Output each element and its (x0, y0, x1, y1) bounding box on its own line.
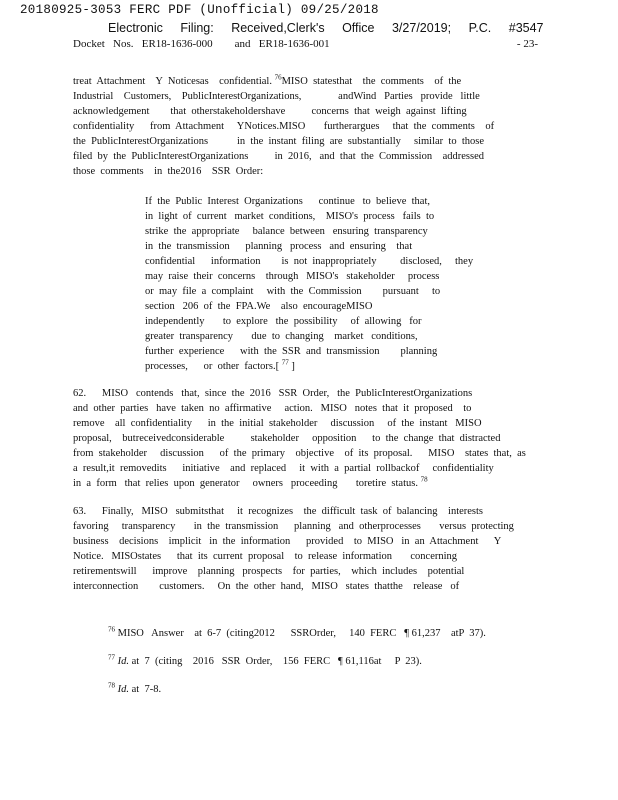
footnote-citation-id: Id. (117, 656, 129, 667)
quote-line: section 206 of the FPA.We also encourageMISO (145, 301, 373, 312)
footnote-77 (108, 653, 422, 667)
footnote-76 (108, 625, 486, 639)
footnote-citation-id: Id. (117, 684, 129, 695)
text-line: in a form that relies upon generator owners proceeding toretire status. $^{78}$ (73, 475, 428, 489)
quote-line: may raise their concerns through MISO's stakeholder process (145, 271, 440, 282)
text-line: business decisions implicit in the information provided to MISO in an Attachment Y (73, 536, 502, 547)
docket-line (73, 38, 538, 50)
quote-line: strike the appropriate balance between ensuring transparency (145, 226, 428, 237)
text-line: treat Attachment Y Noticesas confidential. $^{76}$MISO statesthat the comments of the (73, 73, 462, 87)
footnote-number: 76 (108, 625, 115, 634)
text-line: interconnection customers. On the other hand, MISO states thatthe release of (73, 581, 460, 592)
filing-word: 3/27/2019; (391, 21, 452, 35)
text-line: 62. MISO contends that, since the 2016 SSR Order, the PublicInterestOrganizations (73, 388, 473, 399)
page-number: - 23- (516, 38, 538, 50)
footnote-text: at 7-8. (131, 684, 162, 695)
text-line: from stakeholder discussion of the primary objective of its proposal. MISO states that, as (73, 448, 526, 459)
footnote-78 (108, 681, 162, 695)
text-line: proposal, butreceivedconsiderable stakeholder opposition to the change that distracted (73, 433, 501, 444)
filing-word: Office (342, 21, 375, 35)
quote-line: processes, or other factors.[ $^{77}$ ] (145, 358, 295, 372)
text-line: filed by the PublicInterestOrganizations in 2016, and that the Commission addressed (73, 151, 484, 162)
ferc-pdf-stamp: 20180925-3053 FERC PDF (Unofficial) 09/25/2018 (20, 3, 379, 17)
quote-line: independently to explore the possibility of allowing for (145, 316, 422, 327)
footnote-number: 78 (108, 681, 115, 690)
text-line: Industrial Customers, PublicInterestOrganizations, andWind Parties provide little (73, 91, 480, 102)
docket-numbers: Docket Nos. ER18-1636-000 and ER18-1636-001 (73, 38, 330, 50)
filing-word: #3547 (508, 21, 544, 35)
text-line: favoring transparency in the transmission planning and otherprocesses versus protecting (73, 521, 514, 532)
filing-word: P.C. (468, 21, 492, 35)
footnote-number: 77 (108, 653, 115, 662)
footnote-ref[interactable]: 78 (420, 475, 428, 484)
text-line: acknowledgement that otherstakeholdershave concerns that weigh against lifting (73, 106, 467, 117)
block-quote (145, 194, 474, 374)
quote-line: further experience with the SSR and transmission planning (145, 346, 438, 357)
filing-word: Electronic (108, 21, 163, 35)
footnote-ref[interactable]: 77 (281, 358, 289, 367)
text-line: Notice. MISOstates that its current proposal to release information concerning (73, 551, 458, 562)
text-line: the PublicInterestOrganizations in the instant filing are substantially similar to those (73, 136, 484, 147)
filing-header (108, 21, 558, 35)
text-line: confidentiality from Attachment YNotices.MISO furtherargues that the comments of (73, 121, 495, 132)
quote-line: in light of current market conditions, MISO's process fails to (145, 211, 435, 222)
text-line: 63. Finally, MISO submitsthat it recognizes the difficult task of balancing interests (73, 506, 484, 517)
quote-line: confidential information is not inappropriately disclosed, they (145, 256, 474, 267)
filing-word: Filing: (180, 21, 214, 35)
filing-word: Received,Clerk's (231, 21, 325, 35)
quote-line: or may file a complaint with the Commission pursuant to (145, 286, 441, 297)
paragraph-63 (73, 504, 523, 594)
quote-line: If the Public Interest Organizations continue to believe that, (145, 196, 430, 207)
paragraph-62 (73, 386, 541, 491)
text-line: and other parties have taken no affirmative action. MISO notes that it proposed to (73, 403, 472, 414)
footnote-text: at 7 (citing 2016 SSR Order, 156 FERC ¶ 61,116at P 23). (131, 656, 422, 667)
footnote-text: MISO Answer at 6-7 (citing2012 SSROrder, 140 FERC ¶ 61,237 atP 37). (117, 628, 486, 639)
text-line: retirementswill improve planning prospects for parties, which includes potential (73, 566, 465, 577)
paragraph-continued (73, 74, 503, 179)
footnote-ref[interactable]: 76 (274, 73, 282, 82)
text-line: remove all confidentiality in the initial stakeholder discussion of the instant MISO (73, 418, 482, 429)
quote-line: greater transparency due to changing market conditions, (145, 331, 418, 342)
text-line: those comments in the2016 SSR Order: (73, 166, 264, 177)
quote-line: in the transmission planning process and ensuring that (145, 241, 413, 252)
text-line: a result,it removedits initiative and replaced it with a partial rollbackof confidentiality (73, 463, 494, 474)
